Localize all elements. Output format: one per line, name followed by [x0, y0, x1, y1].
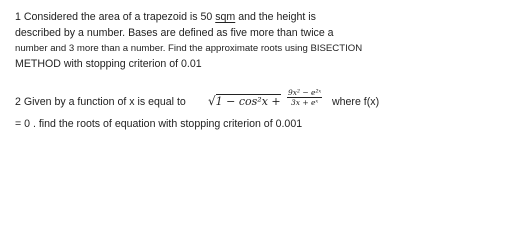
sqrt-symbol: √	[208, 94, 216, 108]
question-2-line-2: = 0 . find the roots of equation with stopping criterion of 0.001	[15, 118, 303, 130]
q1-text-start: 1 Considered the area of a trapezoid is 50	[15, 11, 216, 23]
question-1-line-1	[15, 10, 507, 26]
question-2-line-1	[15, 88, 507, 116]
sqm-unit: sqm	[215, 11, 236, 23]
radicand: 1 − cos²x +	[215, 95, 281, 108]
question-1	[15, 10, 507, 72]
question-1-line-3: number and 3 more than a number. Find the approximate roots using BISECTION	[15, 43, 363, 55]
fraction	[287, 88, 322, 107]
q1-text-end: and the height is	[235, 11, 316, 23]
fraction-numerator: 9x² − e²ˣ	[288, 88, 322, 97]
question-1-line-4: METHOD with stopping criterion of 0.01	[15, 57, 202, 70]
equation	[208, 94, 281, 108]
fraction-denominator: 3x + eˣ	[291, 98, 319, 107]
q2-lead-text: 2 Given by a function of x is equal to	[15, 96, 186, 108]
question-1-line-2: described by a number. Bases are defined as five more than twice a	[15, 26, 334, 39]
question-2	[15, 88, 507, 130]
q2-tail-text: where f(x)	[332, 96, 380, 108]
